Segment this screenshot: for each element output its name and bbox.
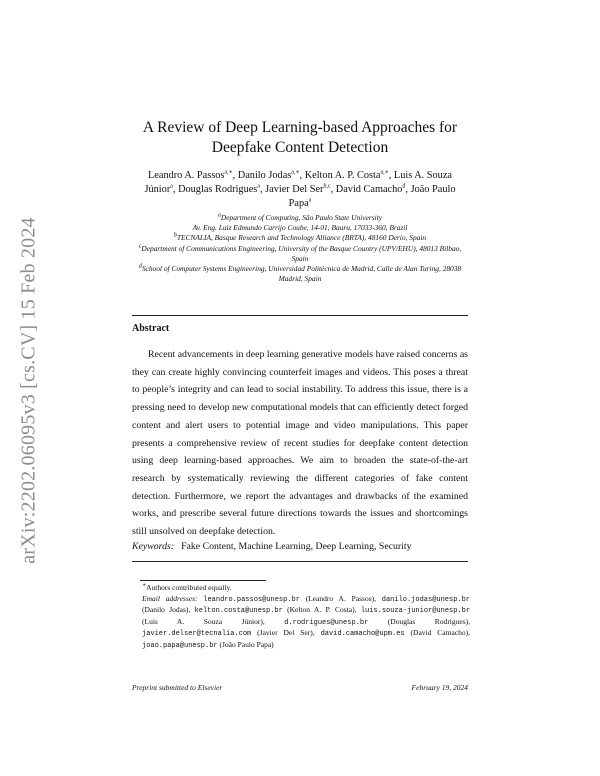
abstract-bottom-rule [132, 561, 468, 562]
abstract-top-rule [132, 315, 468, 316]
abstract-body: Recent advancements in deep learning generative models have raised concerns as they can create highly convincing counterfeit images and videos. This poses a threat to people’s integrity and can lead to social instability. To address this issue, there is a pressing need to develop new computational models that can efficiently detect forged content and alert users to potential image and video manipulations. This paper presents a comprehensive review of recent studies for deepfake content detection using deep learning-based approaches. We aim to broaden the state-of-the-art research by systematically reviewing the different categories of fake content detection. Furthermore, we report the advantages and drawbacks of the examined works, and prescribe several future directions towards the issues and shortcomings still unsolved on deepfake detection. [132, 349, 468, 538]
email-link[interactable]: danilo.jodas@unesp.br [381, 595, 470, 604]
email-link[interactable]: david.camacho@upm.es [320, 630, 405, 639]
author-name: Luis A. Souza Júnior [144, 170, 452, 195]
footnotes [132, 583, 470, 652]
footer-date: February 19, 2024 [411, 683, 468, 692]
affiliation-item [130, 244, 470, 264]
footnote-emails: Email addresses: leandro.passos@unesp.br (Leandro A. Passos), danilo.jodas@unesp.br (Danilo Jodas), kelton.costa@unesp.br (Kelton A. P. Costa), luis.souza-junior@unesp.br (Luis A. Souza Júnior), d.rodrigues@unesp.br (Douglas Rodrigues), javier.delser@tecnalia.com (Javier Del Ser), david.camacho@upm.es (David Camacho), joao.papa@unesp.br (João Paulo Papa) [142, 593, 471, 650]
footnote-text: Authors contributed equally. [146, 583, 232, 592]
email-owner: (João Paulo Papa) [219, 639, 274, 649]
author-affiliation-mark: d [402, 183, 406, 190]
affiliation-text: TECNALIA, Basque Research and Technology Alliance (BRTA), 48160 Derio, Spain [176, 233, 427, 243]
email-label: Email addresses: [142, 593, 198, 603]
author-affiliation-mark: a,∗ [380, 169, 389, 176]
author-affiliation-mark: b,c [323, 183, 331, 190]
affiliation-item [130, 213, 470, 223]
author-affiliation-mark: a,∗ [291, 169, 300, 176]
author-name: Javier Del Ser [265, 184, 324, 195]
email-link[interactable]: javier.delser@tecnalia.com [142, 630, 252, 639]
arxiv-identifier-text: arXiv:2202.06095v3 [cs.CV] 15 Feb 2024 [17, 216, 40, 564]
author-separator: , [259, 184, 266, 195]
author-separator: , [330, 184, 336, 195]
email-link[interactable]: kelton.costa@unesp.br [194, 607, 283, 616]
author-separator: , [388, 170, 394, 181]
footnote-equal-contribution [132, 583, 470, 594]
author-name: Kelton A. P. Costa [304, 170, 381, 181]
email-link[interactable]: leandro.passos@unesp.br [203, 595, 300, 604]
email-link[interactable]: joao.papa@unesp.br [142, 641, 218, 650]
arxiv-identifier-stamp [9, 200, 49, 580]
affiliation-item [130, 264, 470, 284]
author-name: Leandro A. Passos [148, 170, 225, 181]
affiliation-label: a [217, 212, 221, 219]
author-name: David Camacho [335, 184, 403, 195]
affiliation-item [130, 223, 470, 233]
paper-title [130, 118, 470, 158]
author-separator: , [232, 170, 238, 181]
affiliation-label: c [138, 243, 142, 250]
affiliation-label: b [173, 232, 177, 239]
email-owner: (Leandro A. Passos) [305, 593, 375, 603]
affiliation-item [130, 233, 470, 243]
affiliation-text: Av. Eng. Luiz Edmundo Carrijo Coube, 14-01, Bauru, 17033-360, Brazil [192, 223, 408, 233]
keywords-line [132, 541, 468, 552]
affiliation-text: School of Computer Systems Engineering, Universidad Politécnica de Madrid, Calle de Alan Turing, 28038 Madrid, Spain [141, 264, 462, 284]
author-name: Danilo Jodas [237, 170, 292, 181]
footnote-rule [140, 580, 266, 581]
abstract-heading: Abstract [132, 323, 170, 334]
footnote-symbol: ∗ [142, 582, 147, 589]
author-affiliation-mark: a [170, 183, 173, 190]
email-owner: (Kelton A. P. Costa) [287, 605, 355, 615]
email-owner: (Danilo Jodas) [142, 605, 189, 615]
title-line-2: Deepfake Content Detection [211, 139, 389, 156]
email-owner: (David Camacho) [410, 628, 469, 638]
author-name: João Paulo Papa [288, 184, 456, 209]
author-affiliation-mark: a [257, 183, 260, 190]
affiliation-label: d [138, 263, 142, 270]
keywords-label: Keywords: [132, 541, 175, 552]
footer-preprint-note: Preprint submitted to Elsevier [132, 683, 223, 692]
affiliation-text: Department of Computing, São Paulo State University [220, 213, 383, 222]
author-affiliation-mark: a,∗ [224, 169, 233, 176]
affiliation-list [130, 213, 470, 284]
title-line-1: A Review of Deep Learning-based Approaches for [142, 119, 458, 136]
author-separator: , [299, 170, 305, 181]
email-owner: (Douglas Rodrigues) [387, 616, 469, 626]
affiliation-text: Department of Communications Engineering, University of the Basque Country (UPV/EHU), 48013 Bilbao, Spain [141, 243, 462, 263]
author-separator: , [405, 184, 411, 195]
author-list [132, 169, 468, 211]
author-affiliation-mark: a [308, 197, 312, 204]
email-owner: (Javier Del Ser) [257, 628, 313, 638]
email-link[interactable]: d.rodrigues@unesp.br [284, 618, 369, 627]
email-owner: (Luis A. Souza Júnior) [142, 616, 263, 626]
author-name: Douglas Rodrigues [178, 184, 258, 195]
author-separator: , [172, 184, 179, 195]
email-link[interactable]: luis.souza-junior@unesp.br [360, 607, 471, 616]
keywords-text: Fake Content, Machine Learning, Deep Learning, Security [181, 541, 412, 552]
